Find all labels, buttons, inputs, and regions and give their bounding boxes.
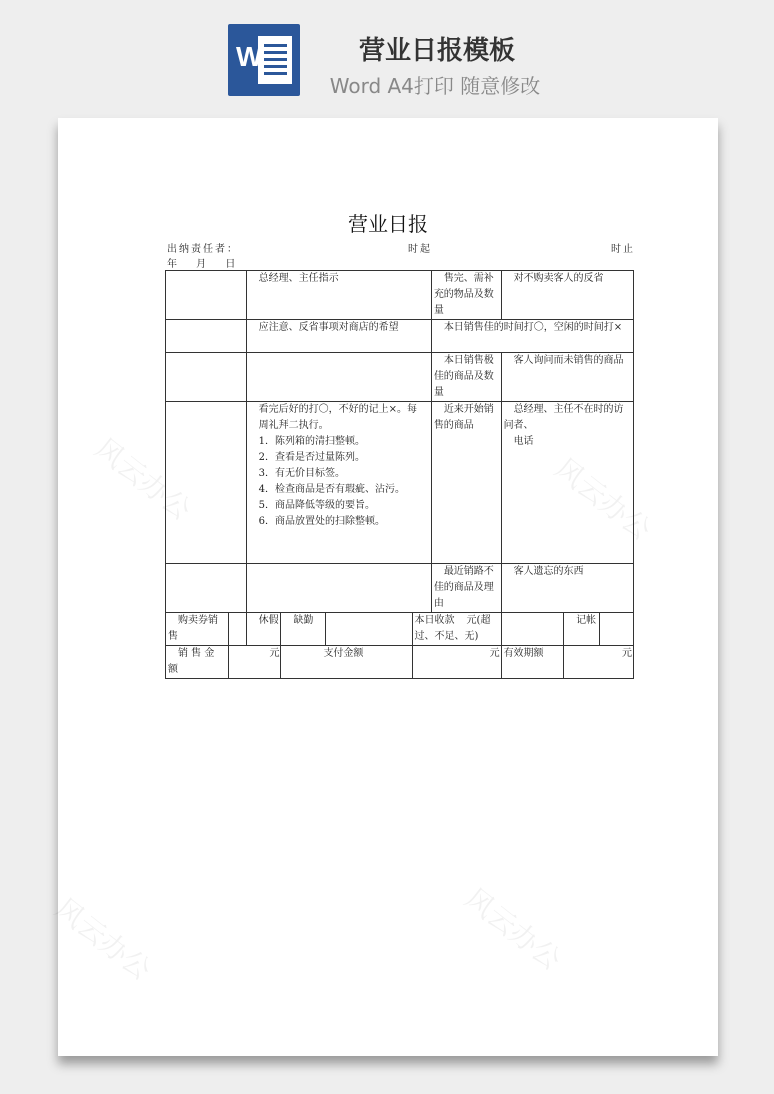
unsold-inquiries-cell: 客人询问而未销售的商品	[501, 353, 633, 402]
checklist-cell: 看完后好的打〇，不好的记上×。每 周礼拜二执行。 1．陈列箱的清扫整顿。 2．查看是否过量陈列。 3．有无价目标签。 4．检查商品是否有瑕疵、沾污。 5．商品降低等级的要旨。 6．商品放置处的扫除整顿。	[246, 402, 431, 564]
table-row	[166, 402, 634, 564]
daily-income-cell: 本日收款 元(超过、不足、无)	[412, 613, 501, 646]
restock-items-cell: 售完、需补充的物品及数量	[431, 271, 501, 320]
daily-report-table	[165, 270, 634, 679]
visitors-cell: 总经理、主任不在时的访问者、 电话	[501, 402, 633, 564]
valid-amount-label: 有效期额	[501, 646, 564, 679]
template-subtitle: Word A4打印 随意修改	[329, 74, 541, 98]
notes-cell: 应注意、反省事项对商店的希望	[246, 320, 431, 353]
absence-label: 缺勤	[281, 613, 326, 646]
leave-label: 休假	[246, 613, 281, 646]
watermark: 风云办公	[458, 881, 568, 977]
best-sellers-cell: 本日销售极佳的商品及数量	[431, 353, 501, 402]
voucher-sales-label: 购卖券销售	[166, 613, 229, 646]
table-row	[166, 353, 634, 402]
end-time-label: 时止	[611, 244, 635, 255]
cashier-label: 出纳责任者：	[167, 244, 239, 255]
sales-amount-unit: 元	[228, 646, 281, 679]
word-icon-letter: W	[236, 41, 263, 72]
word-doc-icon	[228, 24, 300, 96]
watermark: 风云办公	[548, 451, 658, 547]
payment-amount-label: 支付金额	[281, 646, 412, 679]
slow-sellers-cell: 最近销路不佳的商品及理由	[431, 564, 501, 613]
document-page	[48, 118, 718, 1056]
table-row	[166, 271, 634, 320]
watermark: 风云办公	[48, 891, 158, 987]
table-row	[166, 646, 634, 679]
new-products-cell: 近来开始销售的商品	[431, 402, 501, 564]
watermark: 风云办公	[88, 431, 198, 527]
sales-amount-label: 销 售 金 额	[166, 646, 229, 679]
table-row	[166, 613, 634, 646]
reflection-cell: 对不购卖客人的反省	[501, 271, 633, 320]
sales-time-cell: 本日销售佳的时间打〇，空闲的时间打×	[431, 320, 633, 353]
lost-items-cell: 客人遗忘的东西	[501, 564, 633, 613]
header-banner	[0, 0, 774, 110]
table-row	[166, 564, 634, 613]
template-title: 营业日报模板	[358, 36, 515, 66]
manager-instructions-cell: 总经理、主任指示	[246, 271, 431, 320]
date-label: 年 月 日	[167, 259, 238, 270]
payment-amount-unit: 元	[412, 646, 501, 679]
start-time-label: 时起	[408, 244, 432, 255]
document-title: 营业日报	[348, 212, 428, 236]
valid-amount-unit: 元	[564, 646, 634, 679]
bookkeeping-label: 记帐	[564, 613, 600, 646]
table-row	[166, 320, 634, 353]
